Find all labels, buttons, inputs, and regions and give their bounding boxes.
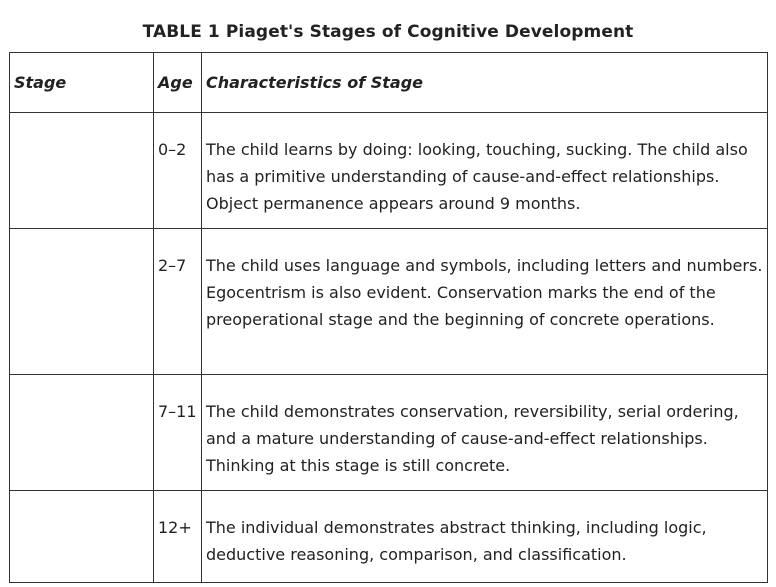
stage-cell [10, 375, 154, 491]
characteristics-cell: The child uses language and symbols, including letters and numbers. Egocentrism is also evident. Conservation marks the end of the preoperational stage and the beginning of concrete operations. [202, 229, 768, 375]
table-header-row [10, 53, 768, 113]
age-cell: 12+ [154, 491, 202, 583]
stage-cell [10, 113, 154, 229]
age-cell: 7–11 [154, 375, 202, 491]
table-row [10, 229, 768, 375]
age-cell: 2–7 [154, 229, 202, 375]
header-age: Age [154, 53, 202, 113]
header-stage: Stage [10, 53, 154, 113]
characteristics-cell: The child learns by doing: looking, touching, sucking. The child also has a primitive understanding of cause-and-effect relationships. Object permanence appears around 9 months. [202, 113, 768, 229]
stage-cell [10, 491, 154, 583]
header-characteristics: Characteristics of Stage [202, 53, 768, 113]
table-caption-label: TABLE 1 [142, 22, 220, 42]
characteristics-cell: The child demonstrates conservation, reversibility, serial ordering, and a mature understanding of cause-and-effect relationships. Thinking at this stage is still concrete. [202, 375, 768, 491]
table-row [10, 491, 768, 583]
table-caption [0, 22, 776, 42]
stage-cell [10, 229, 154, 375]
age-cell: 0–2 [154, 113, 202, 229]
table-row [10, 375, 768, 491]
table-caption-title: Piaget's Stages of Cognitive Development [225, 22, 634, 42]
table-row [10, 113, 768, 229]
piaget-stages-table [9, 52, 768, 583]
characteristics-cell: The individual demonstrates abstract thinking, including logic, deductive reasoning, comparison, and classification. [202, 491, 768, 583]
